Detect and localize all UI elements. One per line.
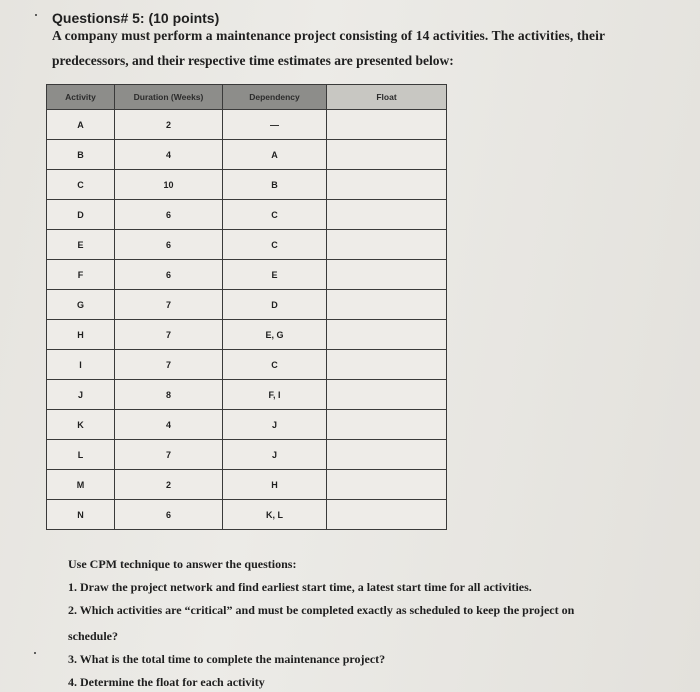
intro-line-1: A company must perform a maintenance project consisting of 14 activities. The activities, their — [52, 28, 606, 43]
duration-cell: 2 — [115, 470, 223, 500]
activity-cell: J — [47, 380, 115, 410]
duration-cell: 4 — [115, 140, 223, 170]
questions-lead: Use CPM technique to answer the questions: — [68, 557, 297, 571]
dependency-cell: — — [223, 110, 327, 140]
dependency-cell: K, L — [223, 500, 327, 530]
activity-cell: B — [47, 140, 115, 170]
table-row — [47, 500, 447, 530]
table-row — [47, 470, 447, 500]
question-3: 3. What is the total time to complete the maintenance project? — [68, 652, 386, 666]
column-header-activity: Activity — [47, 85, 115, 110]
dependency-cell: J — [223, 410, 327, 440]
table-row — [47, 230, 447, 260]
float-cell — [327, 380, 447, 410]
table-row — [47, 410, 447, 440]
column-header-duration: Duration (Weeks) — [115, 85, 223, 110]
table-row — [47, 380, 447, 410]
float-cell — [327, 440, 447, 470]
column-header-float: Float — [327, 85, 447, 110]
table-row — [47, 170, 447, 200]
question-1: 1. Draw the project network and find earliest start time, a latest start time for all activities. — [68, 580, 532, 594]
duration-cell: 6 — [115, 200, 223, 230]
activity-cell: I — [47, 350, 115, 380]
dependency-cell: D — [223, 290, 327, 320]
float-cell — [327, 200, 447, 230]
float-cell — [327, 260, 447, 290]
activity-cell: L — [47, 440, 115, 470]
float-cell — [327, 470, 447, 500]
table-row — [47, 140, 447, 170]
activity-cell: D — [47, 200, 115, 230]
activity-cell: H — [47, 320, 115, 350]
dependency-cell: B — [223, 170, 327, 200]
table-row — [47, 320, 447, 350]
dependency-cell: E, G — [223, 320, 327, 350]
dependency-cell: J — [223, 440, 327, 470]
dependency-cell: A — [223, 140, 327, 170]
duration-cell: 7 — [115, 290, 223, 320]
intro-line-2: predecessors, and their respective time estimates are presented below: — [52, 53, 454, 68]
activity-cell: E — [47, 230, 115, 260]
dependency-cell: F, I — [223, 380, 327, 410]
question-2-continued: schedule? — [68, 629, 119, 643]
duration-cell: 7 — [115, 320, 223, 350]
activity-cell: C — [47, 170, 115, 200]
table-row — [47, 200, 447, 230]
duration-cell: 6 — [115, 500, 223, 530]
question-title: Questions# 5: (10 points) — [52, 10, 220, 26]
duration-cell: 7 — [115, 440, 223, 470]
duration-cell: 6 — [115, 260, 223, 290]
float-cell — [327, 140, 447, 170]
table-row — [47, 260, 447, 290]
activity-cell: M — [47, 470, 115, 500]
float-cell — [327, 500, 447, 530]
duration-cell: 6 — [115, 230, 223, 260]
float-cell — [327, 230, 447, 260]
stray-mark — [35, 14, 37, 16]
table-row — [47, 350, 447, 380]
float-cell — [327, 320, 447, 350]
dependency-cell: C — [223, 350, 327, 380]
question-4: 4. Determine the float for each activity — [68, 675, 265, 689]
duration-cell: 10 — [115, 170, 223, 200]
dependency-cell: H — [223, 470, 327, 500]
float-cell — [327, 350, 447, 380]
float-cell — [327, 410, 447, 440]
table-row — [47, 440, 447, 470]
float-cell — [327, 290, 447, 320]
duration-cell: 2 — [115, 110, 223, 140]
activity-cell: G — [47, 290, 115, 320]
activity-cell: K — [47, 410, 115, 440]
dependency-cell: C — [223, 200, 327, 230]
column-header-dependency: Dependency — [223, 85, 327, 110]
float-cell — [327, 170, 447, 200]
duration-cell: 8 — [115, 380, 223, 410]
table-row — [47, 110, 447, 140]
dependency-cell: C — [223, 230, 327, 260]
table-header-row — [47, 85, 447, 110]
float-cell — [327, 110, 447, 140]
stray-mark — [34, 652, 36, 654]
activity-cell: A — [47, 110, 115, 140]
question-2: 2. Which activities are “critical” and must be completed exactly as scheduled to keep the project on — [68, 603, 575, 617]
dependency-cell: E — [223, 260, 327, 290]
table-row — [47, 290, 447, 320]
activity-table — [46, 84, 447, 530]
activity-cell: N — [47, 500, 115, 530]
duration-cell: 7 — [115, 350, 223, 380]
activity-cell: F — [47, 260, 115, 290]
duration-cell: 4 — [115, 410, 223, 440]
